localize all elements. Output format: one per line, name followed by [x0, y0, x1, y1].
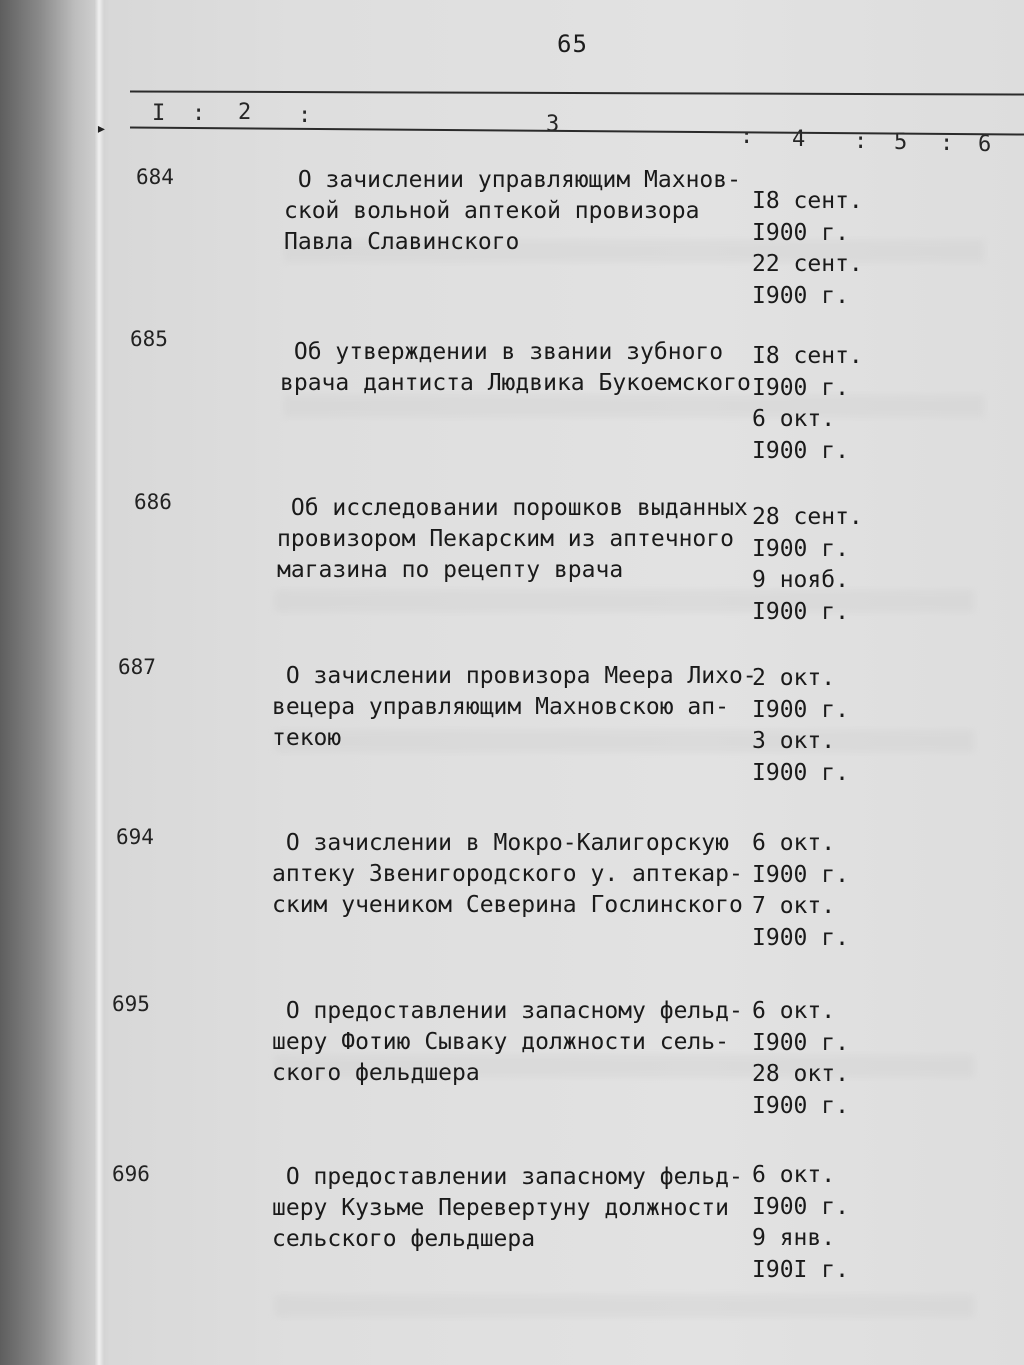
register-entry — [104, 1162, 1024, 1312]
entry-dates: 6 окт. I900 г. 7 окт. I900 г. — [752, 830, 849, 951]
entry-number: 696 — [112, 1162, 150, 1186]
column-header-1: I — [152, 101, 166, 126]
column-header-5: 5 — [894, 130, 908, 155]
entry-number: 695 — [112, 992, 150, 1016]
entry-dates: 28 сент. I900 г. 9 нояб. I900 г. — [752, 504, 863, 625]
column-header-3: 3 — [546, 112, 560, 137]
entry-description: О зачислении в Мокро-Калигорскую аптеку Звенигородского у. аптекар- ским учеником Северина Гослинского — [272, 830, 743, 918]
column-header-6: 6 — [978, 132, 992, 157]
entry-number: 685 — [130, 327, 168, 351]
column-separator: : — [940, 131, 956, 156]
column-header-4: 4 — [792, 127, 806, 152]
entry-description: Об исследовании порошков выданных провизором Пекарским из аптечного магазина по рецепту врача — [277, 495, 748, 583]
entry-description: О зачислении провизора Меера Лихо- вецера управляющим Махновскою ап- текою — [272, 663, 757, 751]
table-rule-bottom — [130, 126, 1024, 135]
register-entry — [104, 165, 1024, 315]
entry-dates: 6 окт. I900 г. 28 окт. I900 г. — [752, 998, 849, 1119]
entry-number: 687 — [118, 655, 156, 679]
document-page — [104, 0, 1024, 1365]
entry-dates: I8 сент. I900 г. 22 сент. I900 г. — [752, 188, 863, 309]
entry-dates: I8 сент. I900 г. 6 окт. I900 г. — [752, 343, 863, 464]
column-separator: : — [192, 101, 208, 126]
register-entry — [104, 327, 1024, 477]
register-entry — [104, 655, 1024, 805]
binding-mark: ▸ — [96, 118, 107, 139]
entry-dates: 6 окт. I900 г. 9 янв. I90I г. — [752, 1162, 849, 1283]
entry-description: О предоставлении запасному фельд- шеру Кузьме Перевертуну должности сельского фельдшера — [272, 1164, 743, 1252]
table-rule-top — [130, 90, 1024, 95]
column-separator: : — [740, 124, 756, 149]
column-separator: : — [298, 103, 314, 128]
binding-gutter — [94, 0, 104, 1365]
entry-description: Об утверждении в звании зубного врача дантиста Людвика Букоемского — [280, 339, 751, 396]
entry-number: 684 — [136, 165, 174, 189]
entry-description: О предоставлении запасному фельд- шеру Фотию Сываку должности сель- ского фельдшера — [272, 998, 743, 1086]
column-separator: : — [854, 129, 870, 154]
column-header-2: 2 — [238, 100, 252, 125]
entry-number: 694 — [116, 825, 154, 849]
entry-description: О зачислении управляющим Махнов- ской вольной аптекой провизора Павла Славинского — [284, 167, 741, 255]
register-entry — [104, 992, 1024, 1142]
entry-number: 686 — [134, 490, 172, 514]
register-entry — [104, 490, 1024, 640]
register-entry — [104, 825, 1024, 975]
entry-dates: 2 окт. I900 г. 3 окт. I900 г. — [752, 665, 849, 786]
page-number: 65 — [557, 30, 588, 58]
